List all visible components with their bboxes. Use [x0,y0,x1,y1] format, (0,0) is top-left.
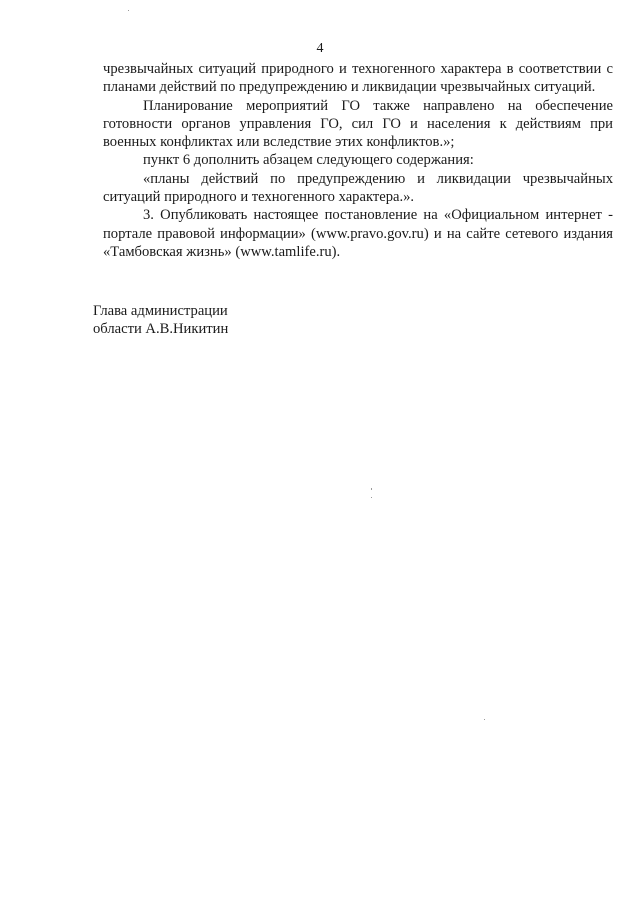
paragraph-continuation: чрезвычайных ситуаций природного и техногенного характера в соответствии с планами действий по предупреждению и ликвидации чрезвычайных ситуаций. [103,61,613,96]
paragraph-point-6-amendment: пункт 6 дополнить абзацем следующего содержания: [143,152,474,169]
paragraph-publication-clause: 3. Опубликовать настоящее постановление на «Официальном интернет - портале правовой информации» (www.pravo.gov.ru) и на сайте сетевого издания «Тамбовская жизнь» (www.tamlife.ru). [103,207,613,260]
paragraph-quoted-addition: «планы действий по предупреждению и ликвидации чрезвычайных ситуаций природного и техногенного характера.». [103,170,613,206]
scan-speck [371,497,372,498]
page-number: 4 [316,41,324,56]
scan-speck [128,10,129,11]
scan-speck [371,488,372,490]
document-body [103,60,613,261]
paragraph-civil-defense-planning: Планирование мероприятий ГО также направлено на обеспечение готовности органов управления ГО, сил ГО и населения к действиям при военных конфликтах или вследствие этих конфликтов.»; [103,97,613,151]
signature-title: Глава администрации [93,303,228,319]
signature-name: области А.В.Никитин [93,321,229,338]
scan-speck [484,719,485,720]
signature-block [93,302,228,339]
